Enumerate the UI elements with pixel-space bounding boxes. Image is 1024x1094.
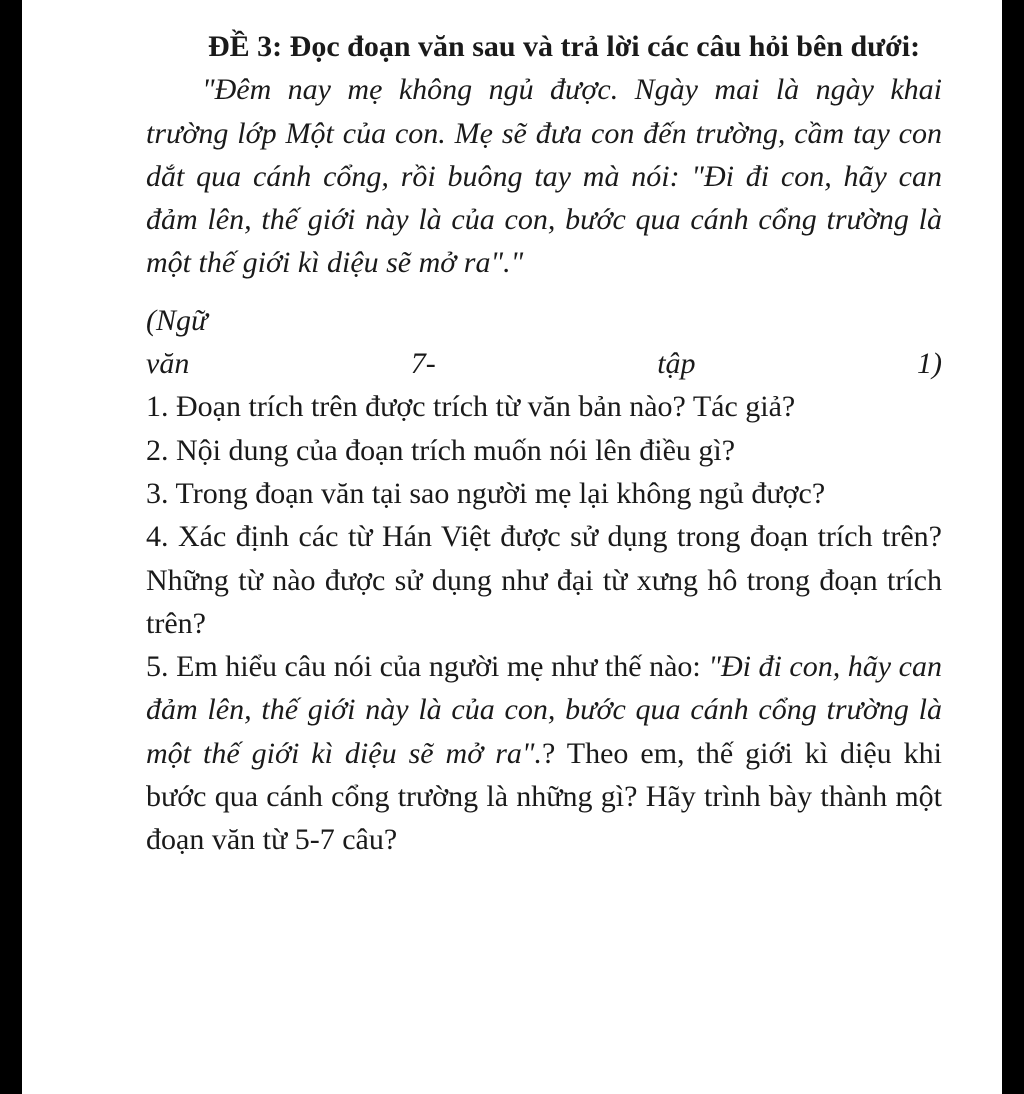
- question-2: 2. Nội dung của đoạn trích muốn nói lên điều gì?: [146, 433, 736, 467]
- document-page: [22, 0, 1002, 1094]
- question-4: 4. Xác định các từ Hán Việt được sử dụng trong đoạn trích trên? Những từ nào được sử dụng như đại từ xưng hô trong đoạn trích trên?: [146, 520, 942, 640]
- question-1: 1. Đoạn trích trên được trích từ văn bản nào? Tác giả?: [146, 390, 796, 424]
- exam-title: ĐỀ 3: Đọc đoạn văn sau và trả lời các câu hỏi bên dưới:: [208, 30, 921, 63]
- document-body: [146, 0, 942, 862]
- question-5-prefix: 5. Em hiểu câu nói của người mẹ như thế nào:: [146, 650, 709, 684]
- question-5-quoted: "Đi đi con, hãy can đảm lên, thế giới này là của con, bước qua cánh cổng trường là một thế giới kì diệu sẽ mở ra".: [146, 650, 942, 770]
- source-citation-part2: văn 7- tập 1): [146, 347, 942, 381]
- question-5: [146, 645, 942, 861]
- question-3: 3. Trong đoạn văn tại sao người mẹ lại không ngủ được?: [146, 476, 826, 510]
- source-citation: [146, 299, 942, 386]
- source-citation-part1: (Ngữ: [146, 303, 208, 337]
- question-list: [146, 385, 942, 861]
- question-5-suffix: ? Theo em, thế giới kì diệu khi bước qua cánh cổng trường là những gì? Hãy trình bày thành một đoạn văn từ 5-7 câu?: [146, 736, 942, 857]
- passage-quote: "Đêm nay mẹ không ngủ được. Ngày mai là ngày khai trường lớp Một của con. Mẹ sẽ đưa con đến trường, cầm tay con dắt qua cánh cổng, rồi buông tay mà nói: "Đi đi con, hãy can đảm lên, thế giới này là của con, bước qua cánh cổng trường là một thế giới kì diệu sẽ mở ra".": [146, 73, 942, 280]
